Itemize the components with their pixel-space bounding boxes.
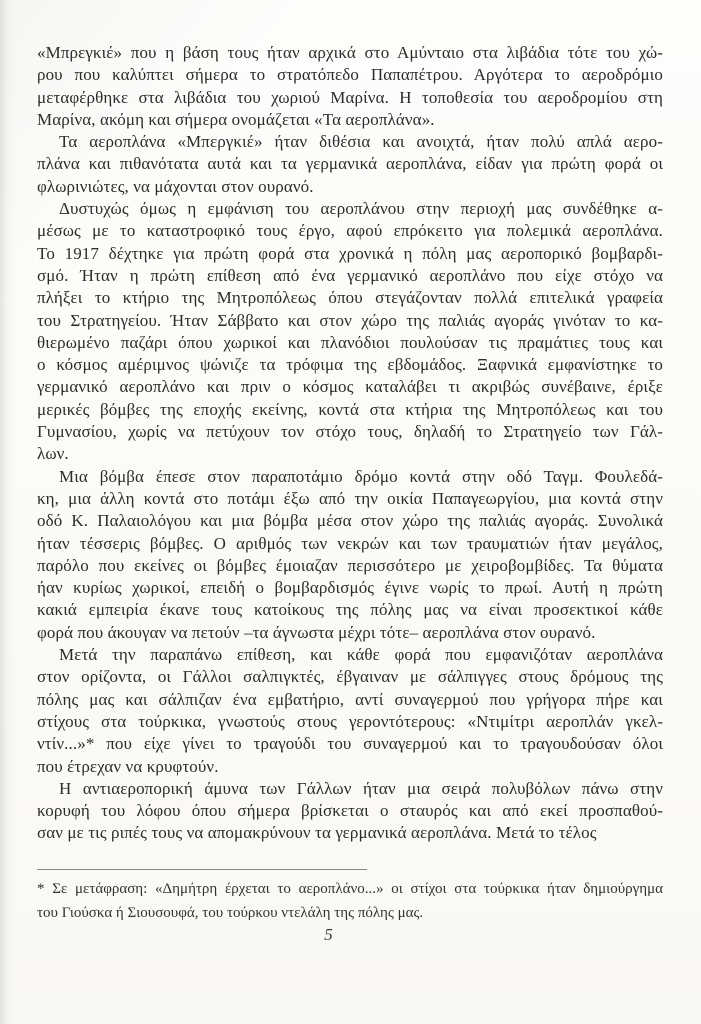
text-line: φλωρινιώτες, να μάχονται στον ουρανό. — [37, 176, 314, 196]
text-line: ήαν κυρίως χωρικοί, επειδή ο βομβαρδισμός έγινε νωρίς το πρωί. Αυτή η πρώτη — [37, 578, 663, 598]
text-line: Τα αεροπλάνα «Μπεργκιέ» ήταν διθέσια και ανοιχτά, ήταν πολύ απλά αερο- — [59, 132, 663, 152]
text-line: κακιά εμπειρία έκανε τους κατοίκους της πόλης μας να είναι προσεκτικοί κάθε — [37, 600, 663, 620]
text-line: λων. — [37, 444, 69, 464]
text-line: σμό. Ήταν η πρώτη επίθεση από ένα γερμανικό αεροπλάνο που είχε στόχο να — [37, 265, 663, 285]
text-line: πλάνα και πιθανότατα αυτά και τα γερμανικά αεροπλάνα, είδαν για πρώτη φορά οι — [37, 154, 663, 174]
text-line: * Σε μετάφραση: «Δημήτρη έρχεται το αεροπλάνο...» οι στίχοι στα τούρκικα ήταν δημιούργημα — [37, 881, 663, 897]
text-line: ήταν τέσσερις βόμβες. Ο αριθμός των νεκρών και των τραυματιών ήταν μεγάλος, — [37, 533, 663, 553]
text-line: μέσως με το καταστροφικό τους έργο, αφού επρόκειτο για πολεμικά αεροπλάνα. — [37, 221, 663, 241]
text-line: γερμανικό αεροπλάνο και πριν ο κόσμος καταλάβει τι ακριβώς συνέβαινε, έριξε — [37, 377, 663, 397]
text-line: οδό Κ. Παλαιολόγου και μια βόμβα μέσα στον χώρο της παλιάς αγοράς. Συνολικά — [37, 511, 663, 531]
text-line: Η αντιαεροπορική άμυνα των Γάλλων ήταν μια σειρά πολυβόλων πάνω στην — [59, 778, 663, 798]
text-line: ντίν...»* που είχε γίνει το τραγούδι του συναγερμού και το τραγουδούσαν όλοι — [37, 734, 663, 754]
text-line: πλήξει το κτήριο της Μητροπόλεως όπου στεγάζονταν πολλά επιτελικά γραφεία — [37, 288, 663, 308]
text-line: στον ορίζοντα, οι Γάλλοι σαλπιγκτές, έβγαιναν με σάλπιγγες στους δρόμους της — [37, 667, 663, 687]
footnote-separator-rule — [37, 869, 367, 870]
text-line: Μετά την παραπάνω επίθεση, και κάθε φορά που εμφανιζόταν αεροπλάνα — [59, 645, 663, 665]
text-line: που έτρεχαν να κρυφτούν. — [37, 756, 219, 776]
text-line: ο κόσμος αμέριμνος ψώνιζε τα τρόφιμα της εβδομάδος. Ξαφνικά εμφανίστηκε το — [37, 355, 663, 375]
text-line: ρου που καλύπτει σήμερα το στρατόπεδο Παπαπέτρου. Αργότερα το αεροδρόμιο — [37, 65, 663, 85]
text-line: σαν με τις ριπές τους να απομακρύνουν τα γερμανικά αεροπλάνα. Μετά το τέλος — [37, 823, 597, 843]
text-line: κορυφή του λόφου όπου σήμερα βρίσκεται ο σταυρός και από εκεί προσπαθού- — [37, 801, 663, 821]
text-line: Γυμνασίου, χωρίς να πετύχουν τον στόχο τους, δηλαδή το Στρατηγείο των Γάλ- — [37, 422, 663, 442]
text-line: μερικές βόμβες της εποχής εκείνης, κοντά στα κτήρια της Μητροπόλεως και του — [37, 399, 663, 419]
text-line: Δυστυχώς όμως η εμφάνιση του αεροπλάνου στην περιοχή μας συνδέθηκε α- — [59, 199, 663, 219]
text-line: του Γιούσκα ή Σιουσουφά, του τούρκου ντελάλη της πόλης μας. — [37, 905, 424, 921]
text-line: Μαρίνα, ακόμη και σήμερα ονομάζεται «Τα αεροπλάνα». — [37, 109, 435, 129]
text-line: φορά που άκουγαν να πετούν –τα άγνωστα μέχρι τότε– αεροπλάνα στον ουρανό. — [37, 622, 596, 642]
text-line: παρόλο που εκείνες οι βόμβες έμοιαζαν περισσότερο με χειροβομβίδες. Τα θύματα — [37, 555, 663, 575]
text-line: «Μπρεγκιέ» που η βάση τους ήταν αρχικά στο Αμύνταιο στα λιβάδια τότε του χώ- — [37, 43, 663, 62]
body-text — [37, 42, 663, 845]
text-line: πόλης μας και σάλπιζαν ένα εμβατήριο, αντί συναγερμού που γρήγορα πήρε και — [37, 689, 663, 709]
text-line: θιερωμένο παζάρι όπου χωρικοί και πλανόδιοι πουλούσαν τις πραμάτιες τους και — [37, 332, 663, 352]
page-number: 5 — [324, 925, 333, 944]
text-line: κη, μια άλλη κοντά στο ποτάμι έξω από την οικία Παπαγεωργίου, μια κοντά στην — [37, 488, 663, 508]
text-line: Το 1917 δέχτηκε για πρώτη φορά στα χρονικά η πόλη μας αεροπορικό βομβαρδι- — [37, 243, 663, 263]
text-line: του Στρατηγείου. Ήταν Σάββατο και στον χώρο της παλιάς αγοράς γινόταν το κα- — [37, 310, 663, 330]
text-line: Μια βόμβα έπεσε στον παραποτάμιο δρόμο κοντά στην οδό Ταγμ. Φουλεδά- — [59, 466, 663, 486]
paragraph — [37, 198, 663, 466]
paragraph — [37, 466, 663, 644]
paragraph — [37, 131, 663, 198]
footnote — [37, 877, 663, 925]
paragraph — [37, 42, 663, 131]
paragraph — [37, 644, 663, 778]
text-line: μεταφέρθηκε στα λιβάδια του χωριού Μαρίνα. Η τοποθεσία του αεροδρομίου στη — [37, 87, 663, 107]
paragraph — [37, 778, 663, 845]
text-line: στίχους στα τούρκικα, γνωστούς στους γεροντότερους: «Ντιμίτρι αεροπλάν γκελ- — [37, 711, 663, 731]
